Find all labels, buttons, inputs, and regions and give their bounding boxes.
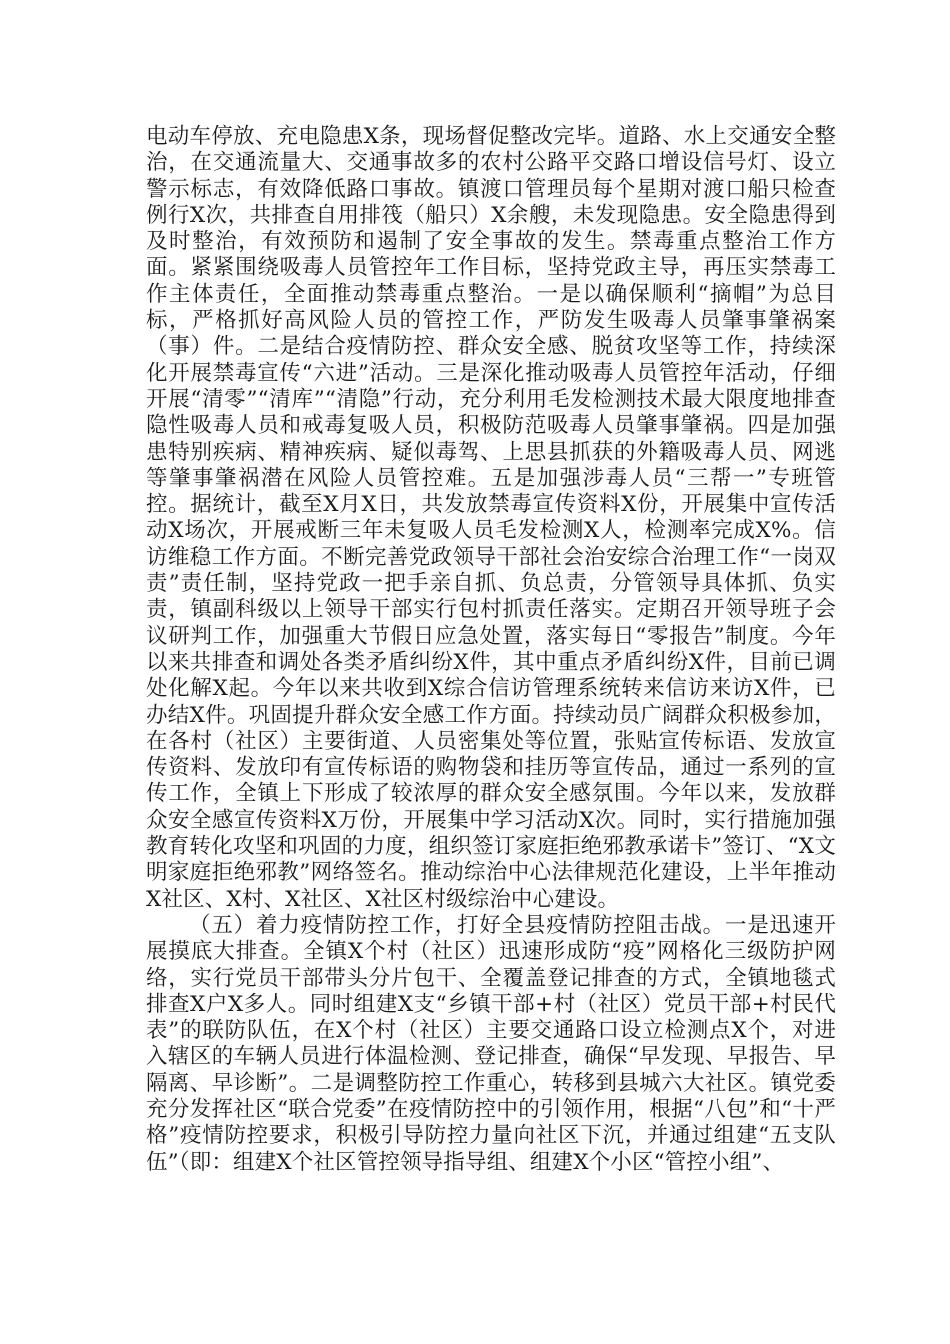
document-body [146, 124, 836, 1176]
paragraph-safety-drug-petition: 电动车停放、充电隐患X条，现场督促整改完毕。道路、水上交通安全整治，在交通流量大、交通事故多的农村公路平交路口增设信号灯、设立警示标志，有效降低路口事故。镇渡口管理员每个星期对渡口船只检查例行X次，共排查自用排筏（船只）X余艘，未发现隐患。安全隐患得到及时整治，有效预防和遏制了安全事故的发生。禁毒重点整治工作方面。紧紧围绕吸毒人员管控年工作目标，坚持党政主导，再压实禁毒工作主体责任，全面推动禁毒重点整治。一是以确保顺利“摘帽”为总目标，严格抓好高风险人员的管控工作，严防发生吸毒人员肇事肇祸案（事）件。二是结合疫情防控、群众安全感、脱贫攻坚等工作，持续深化开展禁毒宣传“六进”活动。三是深化推动吸毒人员管控年活动，仔细开展“清零”“清库”“清隐”行动，充分利用毛发检测技术最大限度地排查隐性吸毒人员和戒毒复吸人员，积极防范吸毒人员肇事肇祸。四是加强患特别疾病、精神疾病、疑似毒驾、上思县抓获的外籍吸毒人员、网逃等肇事肇祸潜在风险人员管控难。五是加强涉毒人员“三帮一”专班管控。据统计，截至X月X日，共发放禁毒宣传资料X份，开展集中宣传活动X场次，开展戒断三年未复吸人员毛发检测X人，检测率完成X%。信访维稳工作方面。不断完善党政领导干部社会治安综合治理工作“一岗双责”责任制，坚持党政一把手亲自抓、负总责，分管领导具体抓、负实责，镇副科级以上领导干部实行包村抓责任落实。定期召开领导班子会议研判工作，加强重大节假日应急处置，落实每日“零报告”制度。今年以来共排查和调处各类矛盾纠纷X件，其中重点矛盾纠纷X件，目前已调处化解X起。今年以来共收到X综合信访管理系统转来信访来访X件，已办结X件。巩固提升群众安全感工作方面。持续动员广阔群众积极参加，在各村（社区）主要街道、人员密集处等位置，张贴宣传标语、发放宣传资料、发放印有宣传标语的购物袋和挂历等宣传品，通过一系列的宣传工作，全镇上下形成了较浓厚的群众安全感氛围。今年以来，发放群众安全感宣传资料X万份，开展集中学习活动X次。同时，实行措施加强教育转化攻坚和巩固的力度，组织签订家庭拒绝邪教承诺卡”签订、“X文明家庭拒绝邪教”网络签名。推动综治中心法律规范化建设，上半年推动X社区、X村、X社区、X社区村级综治中心建设。 [146, 124, 836, 912]
paragraph-epidemic-control: （五）着力疫情防控工作，打好全县疫情防控阻击战。一是迅速开展摸底大排查。全镇X个村（社区）迅速形成防“疫”网格化三级防护网络，实行党员干部带头分片包干、全覆盖登记排查的方式，全镇地毯式排查X户X多人。同时组建X支“乡镇干部+村（社区）党员干部+村民代表”的联防队伍，在X个村（社区）主要交通路口设立检测点X个，对进入辖区的车辆人员进行体温检测、登记排查，确保“早发现、早报告、早隔离、早诊断”。二是调整防控工作重心，转移到县城六大社区。镇党委充分发挥社区“联合党委”在疫情防控中的引领作用，根据“八包”和“十严格”疫情防控要求，积极引导防控力量向社区下沉，并通过组建“五支队伍”（即：组建X个社区管控领导指导组、组建X个小区“管控小组”、 [146, 912, 836, 1175]
